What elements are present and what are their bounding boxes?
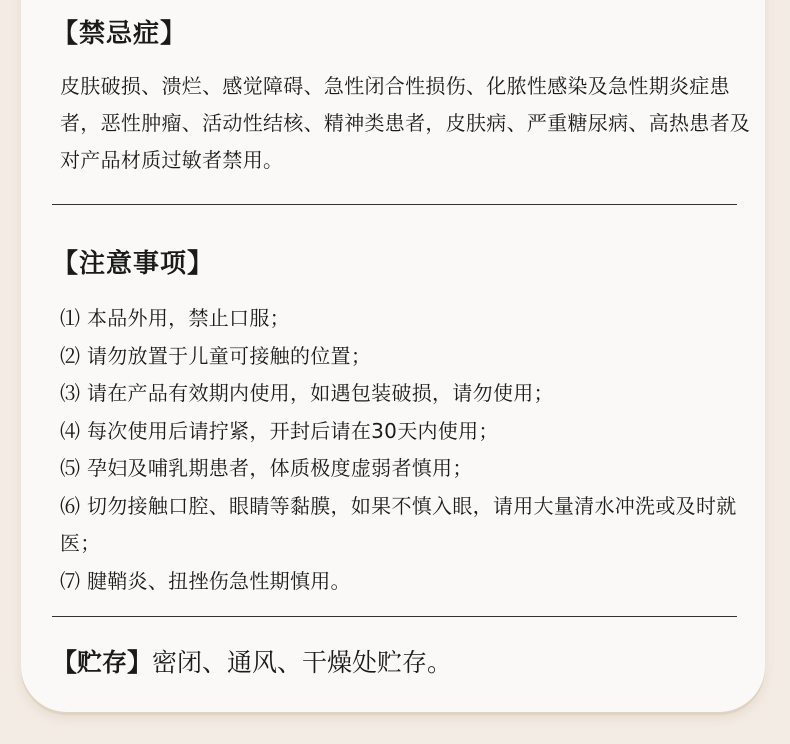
precaution-item-1: ⑴ 本品外用，禁止口服； — [60, 306, 290, 330]
storage-text: 密闭、通风、干燥处贮存。 — [152, 648, 453, 677]
storage-label: 【贮存】 — [52, 648, 153, 677]
precaution-item-5: ⑸ 孕妇及哺乳期患者，体质极度虚弱者慎用； — [60, 456, 473, 480]
contraindications-text: 皮肤破损、溃烂、感觉障碍、急性闭合性损伤、化脓性感染及急性期炎症患者，恶性肿瘤、活动性结核、精神类患者，皮肤病、严重糖尿病、高热患者及对产品材质过敏者禁用。 — [60, 74, 751, 172]
precaution-item-2: ⑵ 请勿放置于儿童可接触的位置； — [60, 343, 372, 368]
divider-top — [52, 204, 737, 205]
precautions-list — [60, 300, 760, 600]
divider-bottom — [52, 616, 737, 617]
precaution-item-6: ⑹ 切勿接触口腔、眼睛等黏膜，如果不慎入眼，请用大量清水冲洗或及时就医； — [60, 493, 737, 555]
precautions-heading: 【注意事项】 — [52, 249, 215, 279]
precaution-item-4: ⑷ 每次使用后请拧紧，开封后请在30天内使用； — [60, 418, 499, 443]
precaution-item-7: ⑺ 腱鞘炎、扭挫伤急性期慎用。 — [60, 568, 351, 593]
storage-line — [52, 646, 452, 680]
precaution-item-3: ⑶ 请在产品有效期内使用，如遇包装破损，请勿使用； — [60, 381, 554, 405]
contraindications-heading: 【禁忌症】 — [52, 19, 188, 49]
